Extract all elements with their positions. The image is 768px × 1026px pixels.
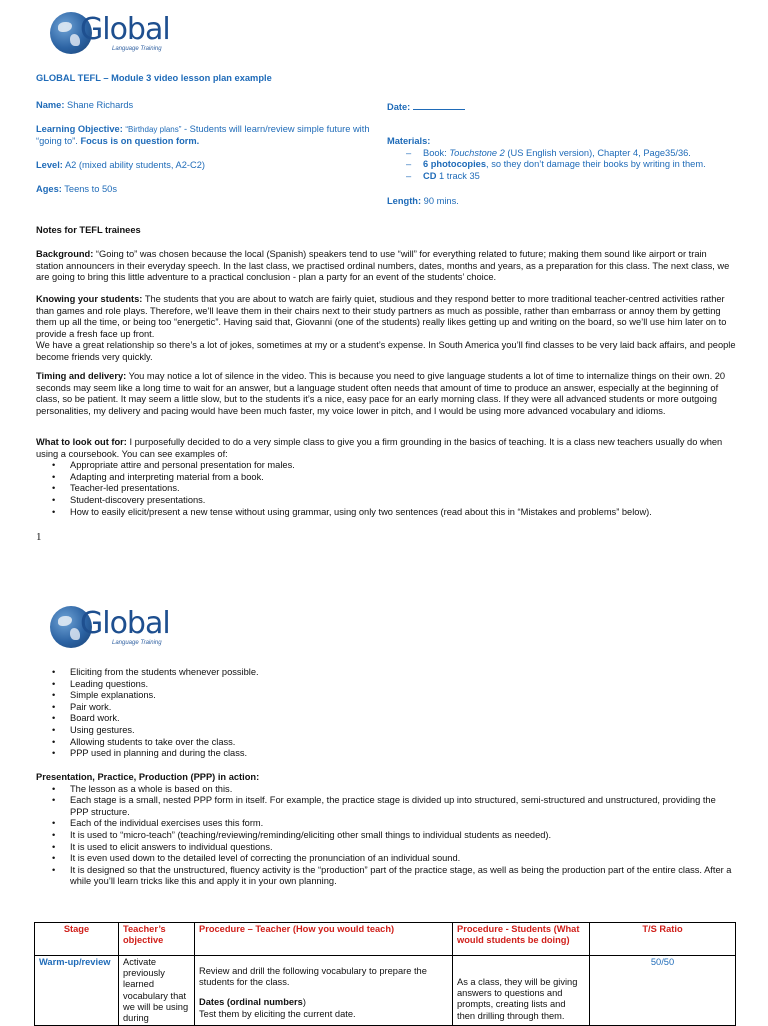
name-value: Shane Richards	[67, 100, 134, 110]
lookout-text: I purposefully decided to do a very simple class to give you a firm grounding in the basics of teaching. It is a class new teachers usually do when using a coursebook. You can see examples of:	[36, 437, 723, 459]
objective-focus: Focus is on question form.	[77, 135, 200, 146]
ages-value: Teens to 50s	[64, 184, 117, 194]
background-label: Background:	[36, 249, 94, 259]
list-item: • Leading questions.	[70, 679, 736, 691]
column-header-procedure-teacher: Procedure – Teacher (How you would teach)	[195, 923, 453, 956]
timing-label: Timing and delivery:	[36, 371, 127, 381]
teacher-step: Review and drill the following vocabulary to prepare the students for the class.	[199, 966, 427, 988]
list-item: • Board work.	[70, 713, 736, 725]
learning-objective	[36, 124, 376, 147]
logo-brand: Global	[80, 12, 170, 47]
ppp-heading: Presentation, Practice, Production (PPP) in action:	[36, 772, 260, 782]
objective-text: - Students will learn/review simple future with “going to”.	[36, 124, 370, 146]
techniques-list	[36, 667, 736, 760]
list-item: • Teacher-led presentations.	[70, 483, 736, 495]
timing-text: You may notice a lot of silence in the video. This is because you need to give language students a lot of time to internalize things on their own. 20 seconds may seem like a long time to wait for an answer, but a language student often needs that amount of time to produce an answer, especially at the beginning of class, so be patient. It may seem a little slow, but to the students it’s a nice, easy pace for an early morning class. If they were all advanced students or more outgoing personalities, my delivery and pacing would have been much faster, my voice lower in pitch, and I would be using more advanced vocabulary and idioms.	[36, 371, 726, 416]
materials-label: Materials:	[387, 136, 431, 146]
notes-heading: Notes for TEFL trainees	[36, 225, 141, 235]
global-logo	[50, 12, 200, 58]
cell-objective: Activate previously learned vocabulary that we will be using during	[119, 956, 195, 1026]
date-blank-line	[413, 100, 465, 110]
objective-label: Learning Objective:	[36, 124, 123, 134]
list-item: • How to easily elicit/present a new tense without using grammar, using only two sentences (read about this in “Mistakes and problems” below).	[70, 507, 736, 519]
global-logo	[50, 606, 200, 652]
cell-procedure-teacher	[195, 956, 453, 1026]
cell-procedure-students: As a class, they will be giving answers to questions and prompts, creating lists and then drilling through them.	[453, 956, 590, 1026]
length-value: 90 mins.	[423, 196, 459, 206]
list-item: • The lesson as a whole is based on this.	[70, 784, 736, 796]
length-label: Length:	[387, 196, 422, 206]
teacher-step-dates: Dates (ordinal numbers)	[199, 997, 306, 1008]
lookout-list	[36, 460, 736, 518]
document-title: GLOBAL TEFL – Module 3 video lesson plan example	[36, 73, 272, 83]
timing-paragraph	[36, 371, 736, 417]
list-item: • PPP used in planning and during the class.	[70, 748, 736, 760]
list-item: • It is even used down to the detailed level of correcting the pronunciation of an individual sound.	[70, 853, 736, 865]
name-label: Name:	[36, 100, 65, 110]
header-level	[36, 160, 376, 172]
list-item: • Each of the individual exercises uses this form.	[70, 818, 736, 830]
table-row	[35, 956, 736, 1026]
logo-subtitle: Language Training	[112, 640, 162, 646]
list-item: • Simple explanations.	[70, 690, 736, 702]
materials-item: – Book: Touchstone 2 (US English version), Chapter 4, Page35/36.	[423, 148, 737, 160]
materials-list	[387, 148, 737, 183]
level-value: A2 (mixed ability students, A2-C2)	[64, 160, 205, 170]
list-item: • Each stage is a small, nested PPP form in itself. For example, the practice stage is divided up into structured, semi-structured and unstructured, providing the PPP structure.	[70, 795, 736, 818]
header-materials	[387, 136, 737, 182]
lookout-paragraph	[36, 437, 736, 518]
header-length	[387, 196, 459, 208]
list-item: • It is designed so that the unstructured, fluency activity is the “production” part of the practice stage, as well as being the production part of the entire class. After a while you’ll learn tricks like this and apply it in your own planning.	[70, 865, 736, 888]
date-label: Date:	[387, 102, 411, 112]
list-item: • Using gestures.	[70, 725, 736, 737]
column-header-ts-ratio: T/S Ratio	[590, 923, 736, 956]
cell-stage: Warm-up/review	[35, 956, 119, 1026]
header-ages	[36, 184, 376, 196]
list-item: • Student-discovery presentations.	[70, 495, 736, 507]
header-name	[36, 100, 376, 112]
lookout-label: What to look out for:	[36, 437, 127, 447]
materials-item: – CD 1 track 35	[423, 171, 737, 183]
list-item: • Eliciting from the students whenever possible.	[70, 667, 736, 679]
ppp-section	[36, 772, 736, 888]
knowing-paragraph	[36, 294, 736, 364]
background-paragraph	[36, 249, 736, 284]
header-date	[387, 100, 465, 114]
list-item: • Adapting and interpreting material from a book.	[70, 472, 736, 484]
logo-brand: Global	[80, 606, 170, 641]
list-item: • Appropriate attire and personal presentation for males.	[70, 460, 736, 472]
lesson-plan-table	[34, 922, 736, 1026]
list-item: • It is used to elicit answers to individual questions.	[70, 842, 736, 854]
column-header-stage: Stage	[35, 923, 119, 956]
column-header-procedure-students: Procedure - Students (What would students be doing)	[453, 923, 590, 956]
list-item: • Allowing students to take over the class.	[70, 737, 736, 749]
knowing-label: Knowing your students:	[36, 294, 143, 304]
column-header-objective: Teacher’s objective	[119, 923, 195, 956]
ppp-list	[36, 784, 736, 888]
logo-subtitle: Language Training	[112, 46, 162, 52]
table-header-row	[35, 923, 736, 956]
background-text: “Going to” was chosen because the local (Spanish) speakers tend to use “will” for everything related to future; making them sound like airport or train station announcers in their everyday speech. In the last class, we practised ordinal numbers, dates, months and years, as a preparation for this class. The next class, we are going to bring this little adventure to a practical conclusion - plan a party for an event of the students’ choice.	[36, 249, 730, 283]
techniques-list-block	[36, 667, 736, 760]
objective-quote: “Birthday plans”	[125, 125, 182, 134]
level-label: Level:	[36, 160, 63, 170]
list-item: • It is used to “micro-teach” (teaching/reviewing/reminding/eliciting other small things to individual students as needed).	[70, 830, 736, 842]
teacher-step: Test them by eliciting the current date.	[199, 1008, 356, 1019]
knowing-text-2: We have a great relationship so there’s a lot of jokes, sometimes at my or a student’s expense. In South America you’ll find classes to be very laid back affairs, and people become friends very quickly.	[36, 340, 736, 362]
cell-ts-ratio: 50/50	[590, 956, 736, 1026]
list-item: • Pair work.	[70, 702, 736, 714]
page-number: 1	[36, 531, 42, 543]
materials-item: – 6 photocopies, so they don’t damage their books by writing in them.	[423, 159, 737, 171]
knowing-text: The students that you are about to watch are fairly quiet, studious and they respond better to more traditional teacher-centred activities rather than games and role plays. Therefore, we’ll leave them in their chairs next to their study partners as much as possible, rather than embarrass or annoy them by getting them up all the time, or being too “energetic”. Having said that, Giovanni (one of the students) really likes getting up and writing on the board, so we’ll use him later on to provide a fresh face up front.	[36, 294, 727, 339]
ages-label: Ages:	[36, 184, 62, 194]
